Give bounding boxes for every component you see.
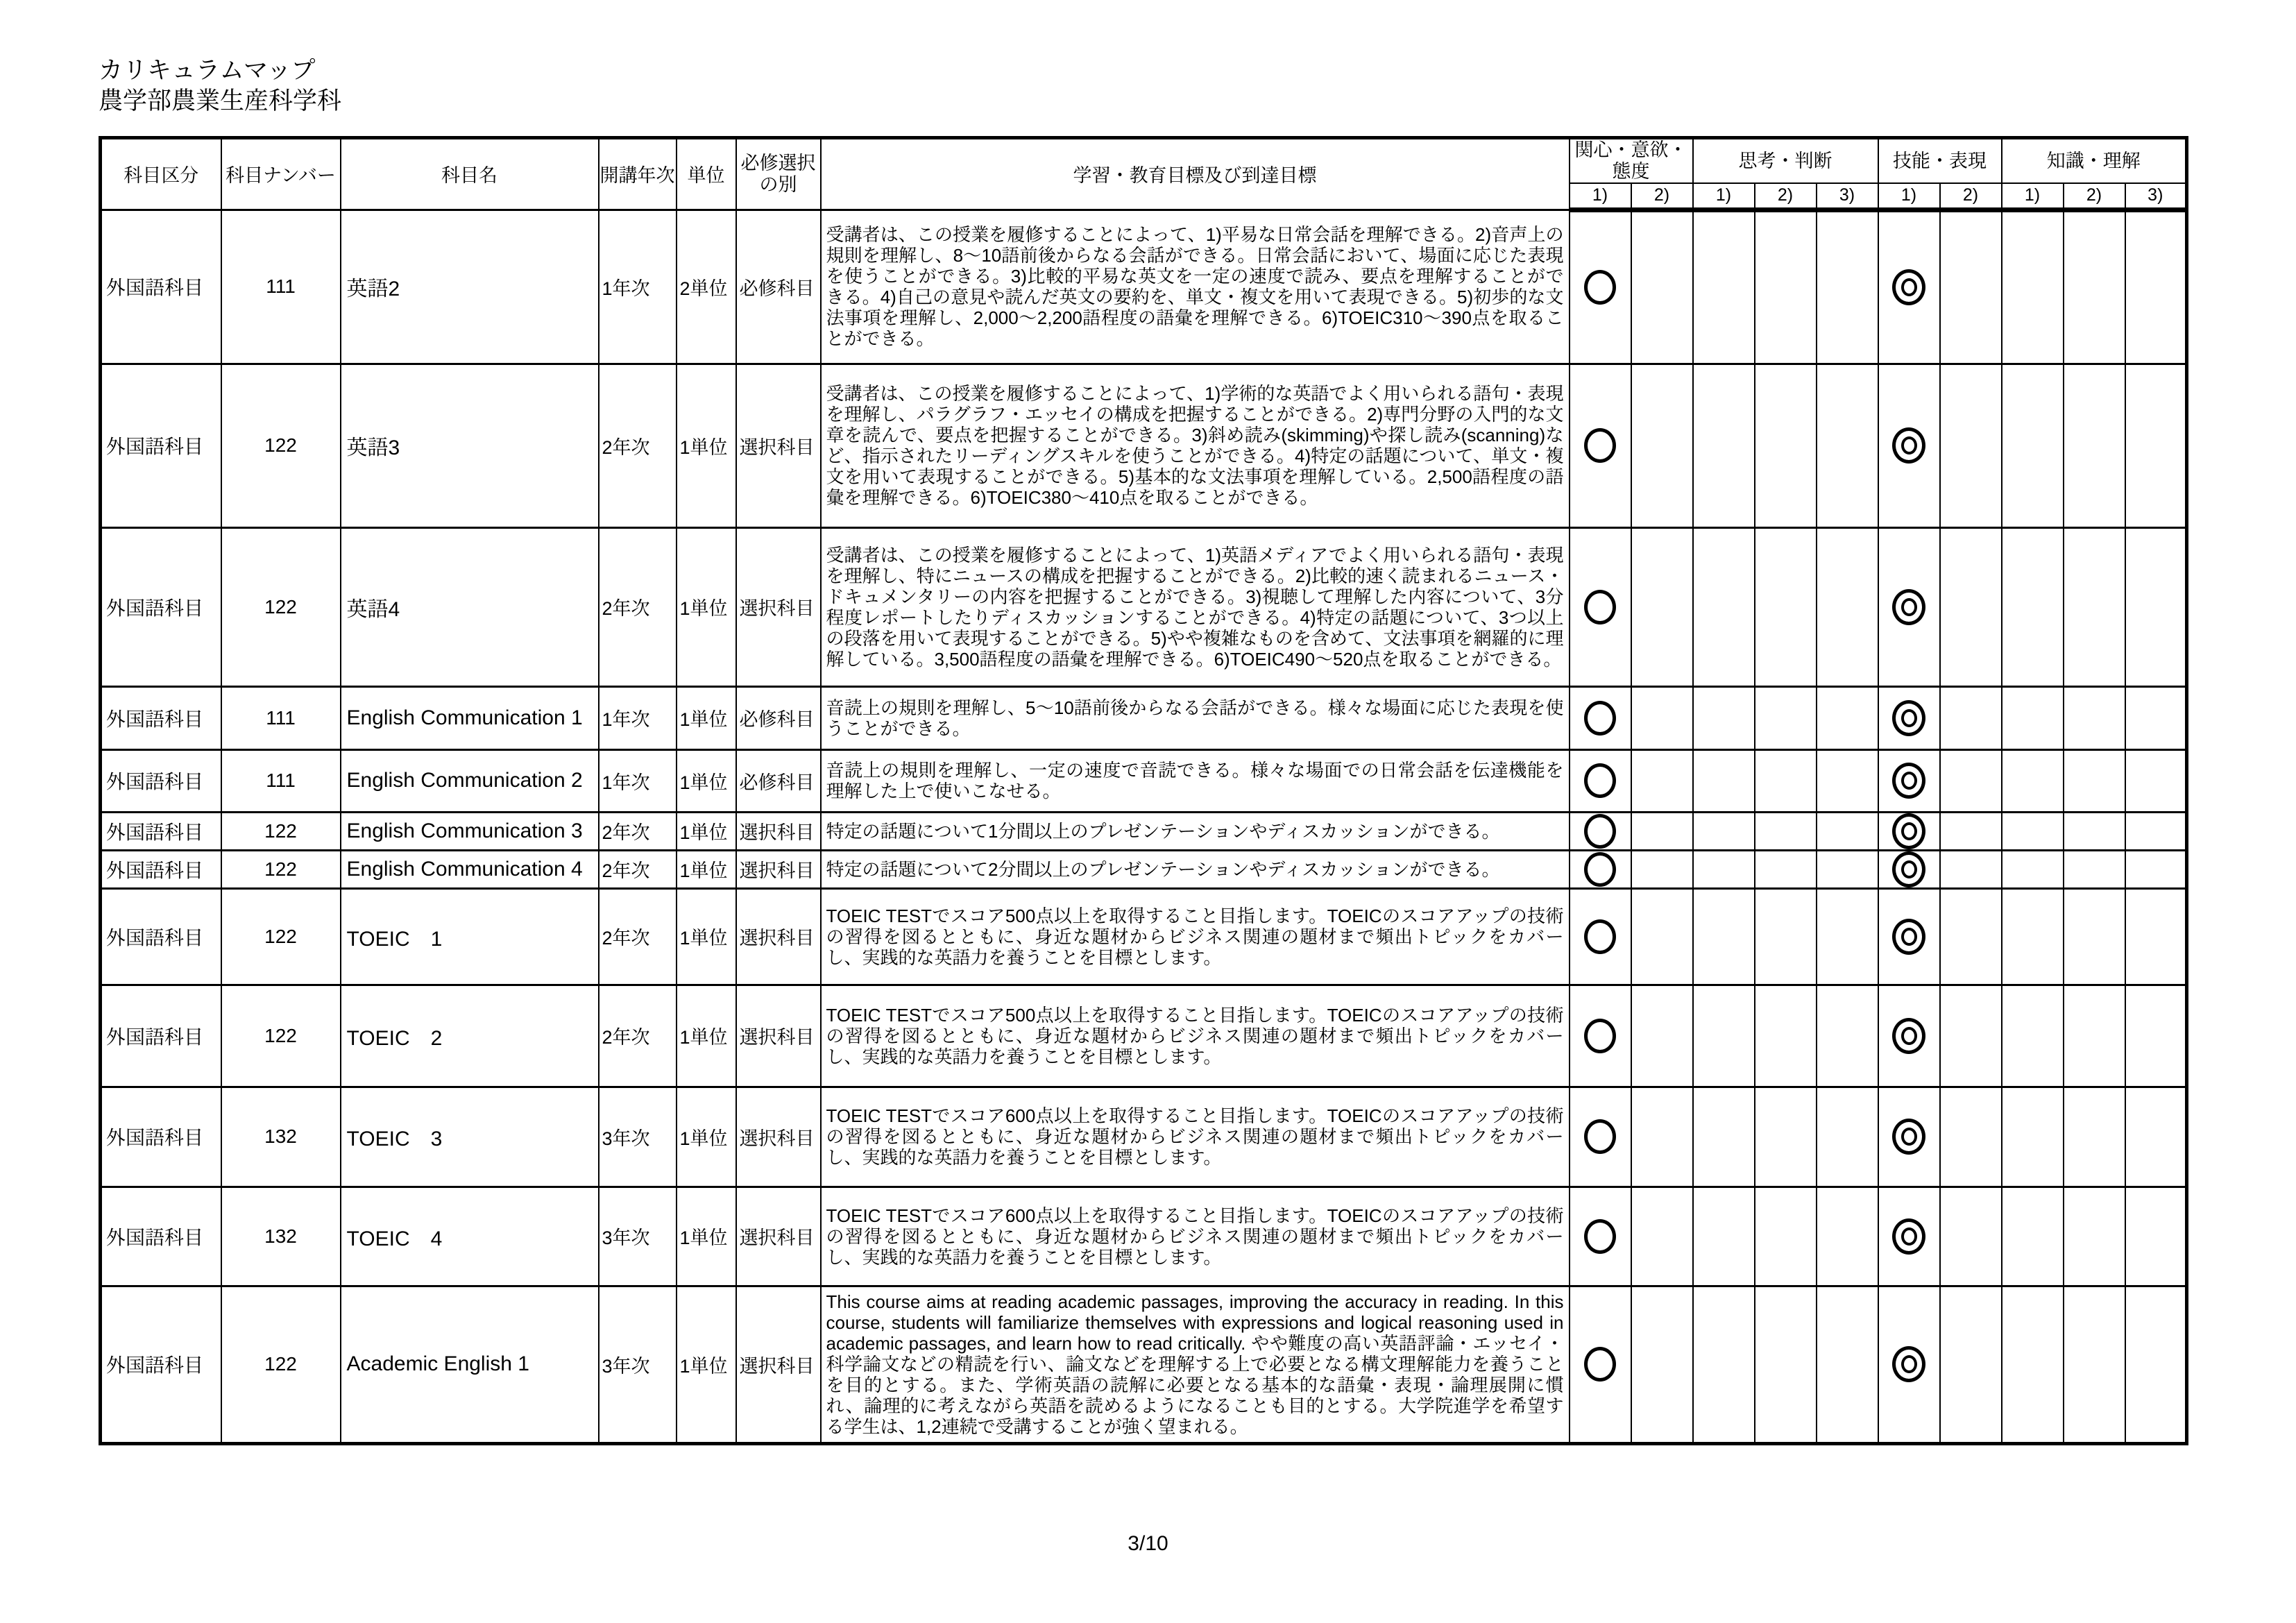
double-circle-mark bbox=[1892, 1346, 1925, 1382]
cell-mark bbox=[1878, 850, 1940, 888]
cell-mark bbox=[1878, 1187, 1940, 1286]
cell-credits: 1単位 bbox=[677, 527, 736, 686]
cell-mark bbox=[1940, 985, 2002, 1087]
cell-mark bbox=[1940, 888, 2002, 985]
cell-category: 外国語科目 bbox=[101, 888, 221, 985]
cell-objective: This course aims at reading academic passages, improving the accuracy in reading. In this course, students will familiarize themselves with expressions and logical reasoning used in academic passages, and learn how to read critically. やや難度の高い英語評論・エッセイ・科学論文などの精読を行い、論文などを理解する上で必要となる構文理解能力を養うことを目的とする。また、学術英語の読解に必要となる基本的な語彙・表現・論理展開に慣れ、論理的に考えながら英語を読めるようになることも目的とする。大学院進学を希望する学生は、1,2連続で受講することが強く望まれる。 bbox=[821, 1286, 1570, 1443]
cell-mark bbox=[1755, 686, 1817, 749]
header-sub-interest-2: 2) bbox=[1631, 183, 1693, 210]
cell-type: 選択科目 bbox=[736, 985, 821, 1087]
cell-year: 1年次 bbox=[599, 686, 677, 749]
cell-year: 3年次 bbox=[599, 1087, 677, 1187]
single-circle-mark bbox=[1584, 428, 1616, 463]
cell-mark bbox=[2125, 985, 2187, 1087]
cell-mark bbox=[2064, 210, 2125, 364]
cell-mark bbox=[1817, 527, 1878, 686]
table-row bbox=[101, 985, 2187, 1087]
cell-mark bbox=[1817, 364, 1878, 527]
cell-name: TOEIC 1 bbox=[341, 888, 599, 985]
cell-mark bbox=[1817, 850, 1878, 888]
cell-category: 外国語科目 bbox=[101, 686, 221, 749]
cell-mark bbox=[1570, 1187, 1631, 1286]
header-group-thinking: 思考・判断 bbox=[1693, 138, 1878, 184]
double-circle-mark bbox=[1892, 589, 1925, 625]
cell-mark bbox=[1817, 686, 1878, 749]
cell-mark bbox=[2125, 1087, 2187, 1187]
cell-mark bbox=[1817, 210, 1878, 364]
cell-objective: 特定の話題について2分間以上のプレゼンテーションやディスカッションができる。 bbox=[821, 850, 1570, 888]
cell-category: 外国語科目 bbox=[101, 1286, 221, 1443]
cell-year: 2年次 bbox=[599, 527, 677, 686]
cell-number: 111 bbox=[221, 210, 341, 364]
cell-category: 外国語科目 bbox=[101, 1187, 221, 1286]
cell-name: English Communication 4 bbox=[341, 850, 599, 888]
cell-objective: 音読上の規則を理解し、5～10語前後からなる会話ができる。様々な場面に応じた表現を使うことができる。 bbox=[821, 686, 1570, 749]
cell-mark bbox=[1693, 1087, 1755, 1187]
cell-number: 111 bbox=[221, 749, 341, 812]
cell-mark bbox=[1693, 888, 1755, 985]
cell-mark bbox=[1693, 1187, 1755, 1286]
cell-type: 必修科目 bbox=[736, 749, 821, 812]
cell-mark bbox=[2125, 888, 2187, 985]
cell-objective: 特定の話題について1分間以上のプレゼンテーションやディスカッションができる。 bbox=[821, 812, 1570, 850]
cell-name: 英語2 bbox=[341, 210, 599, 364]
cell-objective: 受講者は、この授業を履修することによって、1)英語メディアでよく用いられる語句・表現を理解し、特にニュースの構成を把握することができる。2)比較的速く読まれるニュース・ドキュメンタリーの内容を把握することができる。3)視聴して理解した内容について、3分程度レポートしたりディスカッションすることができる。4)特定の話題について、3つ以上の段落を用いて表現することができる。5)やや複雑なものを含めて、文法事項を網羅的に理解している。3,500語程度の語彙を理解できる。6)TOEIC490～520点を取ることができる。 bbox=[821, 527, 1570, 686]
cell-type: 選択科目 bbox=[736, 850, 821, 888]
cell-mark bbox=[1755, 210, 1817, 364]
cell-mark bbox=[2002, 1187, 2064, 1286]
cell-mark bbox=[1570, 1286, 1631, 1443]
header-name: 科目名 bbox=[341, 138, 599, 210]
cell-mark bbox=[1631, 812, 1693, 850]
cell-mark bbox=[1940, 1187, 2002, 1286]
cell-mark bbox=[1631, 1087, 1693, 1187]
cell-mark bbox=[1570, 985, 1631, 1087]
header-group-skill: 技能・表現 bbox=[1878, 138, 2002, 184]
cell-credits: 1単位 bbox=[677, 1187, 736, 1286]
table-row bbox=[101, 888, 2187, 985]
cell-mark bbox=[1755, 888, 1817, 985]
cell-mark bbox=[1878, 527, 1940, 686]
cell-mark bbox=[1570, 812, 1631, 850]
header-sub-thinking-2: 2) bbox=[1755, 183, 1817, 210]
cell-mark bbox=[1940, 210, 2002, 364]
header-row-groups bbox=[101, 138, 2187, 184]
cell-mark bbox=[1878, 749, 1940, 812]
cell-credits: 2単位 bbox=[677, 210, 736, 364]
cell-number: 122 bbox=[221, 985, 341, 1087]
header-objectives: 学習・教育目標及び到達目標 bbox=[821, 138, 1570, 210]
cell-type: 必修科目 bbox=[736, 686, 821, 749]
single-circle-mark bbox=[1584, 1219, 1616, 1254]
header-credits: 単位 bbox=[677, 138, 736, 210]
cell-mark bbox=[1570, 1087, 1631, 1187]
cell-year: 1年次 bbox=[599, 749, 677, 812]
cell-mark bbox=[2125, 364, 2187, 527]
cell-mark bbox=[2125, 1187, 2187, 1286]
double-circle-mark bbox=[1892, 1018, 1925, 1054]
cell-mark bbox=[2002, 749, 2064, 812]
page-number: 3/10 bbox=[1128, 1532, 1168, 1555]
cell-type: 選択科目 bbox=[736, 364, 821, 527]
cell-mark bbox=[1570, 888, 1631, 985]
cell-mark bbox=[2064, 1187, 2125, 1286]
cell-name: TOEIC 2 bbox=[341, 985, 599, 1087]
cell-mark bbox=[2064, 749, 2125, 812]
cell-mark bbox=[2002, 985, 2064, 1087]
cell-mark bbox=[1940, 527, 2002, 686]
cell-category: 外国語科目 bbox=[101, 812, 221, 850]
cell-mark bbox=[1817, 985, 1878, 1087]
cell-mark bbox=[1878, 210, 1940, 364]
cell-mark bbox=[2002, 1286, 2064, 1443]
double-circle-mark bbox=[1892, 919, 1925, 955]
double-circle-mark bbox=[1892, 1119, 1925, 1155]
single-circle-mark bbox=[1584, 701, 1616, 736]
header-group-knowledge: 知識・理解 bbox=[2002, 138, 2187, 184]
cell-mark bbox=[2002, 850, 2064, 888]
cell-mark bbox=[1693, 527, 1755, 686]
cell-number: 122 bbox=[221, 888, 341, 985]
cell-mark bbox=[1940, 749, 2002, 812]
cell-mark bbox=[2002, 888, 2064, 985]
cell-mark bbox=[1693, 749, 1755, 812]
cell-mark bbox=[1940, 1286, 2002, 1443]
cell-mark bbox=[1631, 985, 1693, 1087]
double-circle-mark bbox=[1892, 763, 1925, 799]
table-row bbox=[101, 527, 2187, 686]
cell-mark bbox=[1817, 812, 1878, 850]
cell-mark bbox=[2125, 812, 2187, 850]
cell-name: TOEIC 3 bbox=[341, 1087, 599, 1187]
cell-mark bbox=[1878, 812, 1940, 850]
cell-mark bbox=[1878, 1087, 1940, 1187]
cell-category: 外国語科目 bbox=[101, 1087, 221, 1187]
cell-mark bbox=[1878, 985, 1940, 1087]
cell-credits: 1単位 bbox=[677, 364, 736, 527]
document-title-line1: カリキュラムマップ bbox=[99, 57, 316, 84]
cell-mark bbox=[1631, 749, 1693, 812]
cell-category: 外国語科目 bbox=[101, 985, 221, 1087]
cell-credits: 1単位 bbox=[677, 1087, 736, 1187]
single-circle-mark bbox=[1584, 1119, 1616, 1154]
table-row bbox=[101, 364, 2187, 527]
cell-mark bbox=[1940, 850, 2002, 888]
header-group-interest: 関心・意欲・態度 bbox=[1570, 138, 1693, 184]
single-circle-mark bbox=[1584, 763, 1616, 798]
cell-type: 必修科目 bbox=[736, 210, 821, 364]
cell-category: 外国語科目 bbox=[101, 527, 221, 686]
cell-mark bbox=[1817, 1187, 1878, 1286]
cell-credits: 1単位 bbox=[677, 888, 736, 985]
cell-objective: TOEIC TESTでスコア500点以上を取得すること目指します。TOEICのスコアアップの技術の習得を図るとともに、身近な題材からビジネス関連の題材まで頻出トピックをカバーし、実践的な英語力を養うことを目標とします。 bbox=[821, 985, 1570, 1087]
cell-mark bbox=[1878, 1286, 1940, 1443]
cell-mark bbox=[1755, 749, 1817, 812]
cell-mark bbox=[1570, 850, 1631, 888]
table-row bbox=[101, 1286, 2187, 1443]
cell-mark bbox=[1878, 686, 1940, 749]
cell-credits: 1単位 bbox=[677, 985, 736, 1087]
cell-mark bbox=[1755, 985, 1817, 1087]
cell-mark bbox=[2002, 527, 2064, 686]
cell-mark bbox=[1631, 1187, 1693, 1286]
cell-mark bbox=[2002, 364, 2064, 527]
cell-mark bbox=[2125, 850, 2187, 888]
cell-mark bbox=[2002, 812, 2064, 850]
table-row bbox=[101, 1187, 2187, 1286]
header-sub-thinking-3: 3) bbox=[1817, 183, 1878, 210]
single-circle-mark bbox=[1584, 1347, 1616, 1382]
cell-mark bbox=[1940, 686, 2002, 749]
header-sub-thinking-1: 1) bbox=[1693, 183, 1755, 210]
header-sub-skill-2: 2) bbox=[1940, 183, 2002, 210]
cell-type: 選択科目 bbox=[736, 527, 821, 686]
double-circle-mark bbox=[1892, 269, 1925, 305]
double-circle-mark bbox=[1892, 427, 1925, 464]
cell-mark bbox=[1878, 364, 1940, 527]
cell-mark bbox=[1693, 686, 1755, 749]
cell-category: 外国語科目 bbox=[101, 850, 221, 888]
cell-mark bbox=[1631, 888, 1693, 985]
cell-objective: 受講者は、この授業を履修することによって、1)平易な日常会話を理解できる。2)音声上の規則を理解し、8～10語前後からなる会話ができる。日常会話において、場面に応じた表現を使うことができる。3)比較的平易な英文を一定の速度で読み、要点を理解することができる。4)自己の意見や読んだ英文の要約を、単文・複文を用いて表現できる。5)初歩的な文法事項を理解し、2,000～2,200語程度の語彙を理解できる。6)TOEIC310～390点を取ることができる。 bbox=[821, 210, 1570, 364]
cell-credits: 1単位 bbox=[677, 812, 736, 850]
cell-objective: TOEIC TESTでスコア600点以上を取得すること目指します。TOEICのスコアアップの技術の習得を図るとともに、身近な題材からビジネス関連の題材まで頻出トピックをカバーし、実践的な英語力を養うことを目標とします。 bbox=[821, 1087, 1570, 1187]
cell-mark bbox=[2125, 210, 2187, 364]
cell-year: 2年次 bbox=[599, 812, 677, 850]
cell-mark bbox=[1631, 686, 1693, 749]
cell-mark bbox=[2064, 985, 2125, 1087]
cell-objective: TOEIC TESTでスコア500点以上を取得すること目指します。TOEICのスコアアップの技術の習得を図るとともに、身近な題材からビジネス関連の題材まで頻出トピックをカバーし、実践的な英語力を養うことを目標とします。 bbox=[821, 888, 1570, 985]
header-sub-knowledge-3: 3) bbox=[2125, 183, 2187, 210]
cell-number: 122 bbox=[221, 812, 341, 850]
cell-mark bbox=[2002, 686, 2064, 749]
cell-mark bbox=[2064, 888, 2125, 985]
cell-mark bbox=[1755, 1187, 1817, 1286]
header-category: 科目区分 bbox=[101, 138, 221, 210]
cell-mark bbox=[1631, 850, 1693, 888]
cell-credits: 1単位 bbox=[677, 686, 736, 749]
cell-mark bbox=[1693, 1286, 1755, 1443]
cell-mark bbox=[1817, 888, 1878, 985]
cell-mark bbox=[1755, 364, 1817, 527]
cell-mark bbox=[1693, 364, 1755, 527]
cell-number: 132 bbox=[221, 1087, 341, 1187]
cell-mark bbox=[1570, 686, 1631, 749]
cell-mark bbox=[2064, 1286, 2125, 1443]
cell-mark bbox=[2064, 1087, 2125, 1187]
cell-mark bbox=[2002, 1087, 2064, 1187]
cell-number: 111 bbox=[221, 686, 341, 749]
cell-mark bbox=[1878, 888, 1940, 985]
cell-mark bbox=[1631, 527, 1693, 686]
cell-category: 外国語科目 bbox=[101, 210, 221, 364]
cell-credits: 1単位 bbox=[677, 850, 736, 888]
table-row bbox=[101, 686, 2187, 749]
cell-mark bbox=[1631, 1286, 1693, 1443]
table-row bbox=[101, 210, 2187, 364]
single-circle-mark bbox=[1584, 919, 1616, 954]
single-circle-mark bbox=[1584, 1019, 1616, 1053]
cell-name: English Communication 2 bbox=[341, 749, 599, 812]
cell-mark bbox=[2125, 749, 2187, 812]
cell-year: 3年次 bbox=[599, 1286, 677, 1443]
cell-mark bbox=[1755, 527, 1817, 686]
cell-name: 英語3 bbox=[341, 364, 599, 527]
table-row bbox=[101, 1087, 2187, 1187]
cell-objective: TOEIC TESTでスコア600点以上を取得すること目指します。TOEICのスコアアップの技術の習得を図るとともに、身近な題材からビジネス関連の題材まで頻出トピックをカバーし、実践的な英語力を養うことを目標とします。 bbox=[821, 1187, 1570, 1286]
cell-mark bbox=[1755, 812, 1817, 850]
table-body bbox=[101, 210, 2187, 1443]
double-circle-mark bbox=[1892, 813, 1925, 849]
cell-mark bbox=[1570, 527, 1631, 686]
cell-number: 122 bbox=[221, 1286, 341, 1443]
cell-number: 132 bbox=[221, 1187, 341, 1286]
double-circle-mark bbox=[1892, 851, 1925, 887]
cell-type: 選択科目 bbox=[736, 1286, 821, 1443]
table-row bbox=[101, 812, 2187, 850]
cell-name: English Communication 1 bbox=[341, 686, 599, 749]
cell-mark bbox=[1693, 850, 1755, 888]
cell-mark bbox=[1631, 210, 1693, 364]
cell-year: 2年次 bbox=[599, 850, 677, 888]
header-number: 科目ナンバー bbox=[221, 138, 341, 210]
cell-year: 2年次 bbox=[599, 888, 677, 985]
cell-mark bbox=[1817, 1286, 1878, 1443]
cell-mark bbox=[1817, 1087, 1878, 1187]
cell-mark bbox=[2002, 210, 2064, 364]
document-title bbox=[99, 56, 341, 117]
cell-type: 選択科目 bbox=[736, 1187, 821, 1286]
cell-mark bbox=[1940, 1087, 2002, 1187]
header-year: 開講年次 bbox=[599, 138, 677, 210]
header-type: 必修選択の別 bbox=[736, 138, 821, 210]
cell-mark bbox=[2064, 364, 2125, 527]
document-title-line2: 農学部農業生産科学科 bbox=[99, 87, 342, 114]
cell-credits: 1単位 bbox=[677, 1286, 736, 1443]
single-circle-mark bbox=[1584, 852, 1616, 887]
cell-objective: 音読上の規則を理解し、一定の速度で音読できる。様々な場面での日常会話を伝達機能を理解した上で使いこなせる。 bbox=[821, 749, 1570, 812]
header-sub-knowledge-1: 1) bbox=[2002, 183, 2064, 210]
cell-mark bbox=[2125, 527, 2187, 686]
single-circle-mark bbox=[1584, 590, 1616, 624]
cell-mark bbox=[1693, 812, 1755, 850]
double-circle-mark bbox=[1892, 1218, 1925, 1255]
cell-mark bbox=[1755, 1087, 1817, 1187]
cell-type: 選択科目 bbox=[736, 812, 821, 850]
cell-mark bbox=[2064, 686, 2125, 749]
cell-category: 外国語科目 bbox=[101, 364, 221, 527]
cell-type: 選択科目 bbox=[736, 1087, 821, 1187]
cell-mark bbox=[1570, 364, 1631, 527]
cell-name: TOEIC 4 bbox=[341, 1187, 599, 1286]
header-sub-skill-1: 1) bbox=[1878, 183, 1940, 210]
cell-mark bbox=[1693, 985, 1755, 1087]
cell-mark bbox=[1755, 850, 1817, 888]
cell-name: 英語4 bbox=[341, 527, 599, 686]
header-sub-knowledge-2: 2) bbox=[2064, 183, 2125, 210]
cell-mark bbox=[1755, 1286, 1817, 1443]
cell-mark bbox=[2125, 1286, 2187, 1443]
cell-mark bbox=[1570, 749, 1631, 812]
header-sub-interest-1: 1) bbox=[1570, 183, 1631, 210]
cell-year: 1年次 bbox=[599, 210, 677, 364]
single-circle-mark bbox=[1584, 270, 1616, 305]
curriculum-table bbox=[99, 136, 2188, 1445]
cell-mark bbox=[2125, 686, 2187, 749]
single-circle-mark bbox=[1584, 814, 1616, 849]
cell-mark bbox=[1570, 210, 1631, 364]
cell-mark bbox=[1940, 364, 2002, 527]
cell-category: 外国語科目 bbox=[101, 749, 221, 812]
double-circle-mark bbox=[1892, 700, 1925, 736]
cell-mark bbox=[2064, 850, 2125, 888]
cell-credits: 1単位 bbox=[677, 749, 736, 812]
cell-mark bbox=[1817, 749, 1878, 812]
cell-year: 2年次 bbox=[599, 985, 677, 1087]
cell-number: 122 bbox=[221, 364, 341, 527]
cell-objective: 受講者は、この授業を履修することによって、1)学術的な英語でよく用いられる語句・表現を理解し、パラグラフ・エッセイの構成を把握することができる。2)専門分野の入門的な文章を読んで、要点を把握することができる。3)斜め読み(skimming)や探し読み(scanning)など、指示されたリーディングスキルを使うことができる。4)特定の話題について、単文・複文を用いて表現することができる。5)基本的な文法事項を理解している。2,500語程度の語彙を理解できる。6)TOEIC380～410点を取ることができる。 bbox=[821, 364, 1570, 527]
cell-name: English Communication 3 bbox=[341, 812, 599, 850]
cell-mark bbox=[1940, 812, 2002, 850]
table-row bbox=[101, 850, 2187, 888]
cell-type: 選択科目 bbox=[736, 888, 821, 985]
cell-number: 122 bbox=[221, 850, 341, 888]
cell-mark bbox=[1631, 364, 1693, 527]
cell-mark bbox=[2064, 527, 2125, 686]
cell-number: 122 bbox=[221, 527, 341, 686]
cell-name: Academic English 1 bbox=[341, 1286, 599, 1443]
cell-mark bbox=[1693, 210, 1755, 364]
table-row bbox=[101, 749, 2187, 812]
table-header bbox=[101, 138, 2187, 210]
cell-mark bbox=[2064, 812, 2125, 850]
cell-year: 2年次 bbox=[599, 364, 677, 527]
cell-year: 3年次 bbox=[599, 1187, 677, 1286]
